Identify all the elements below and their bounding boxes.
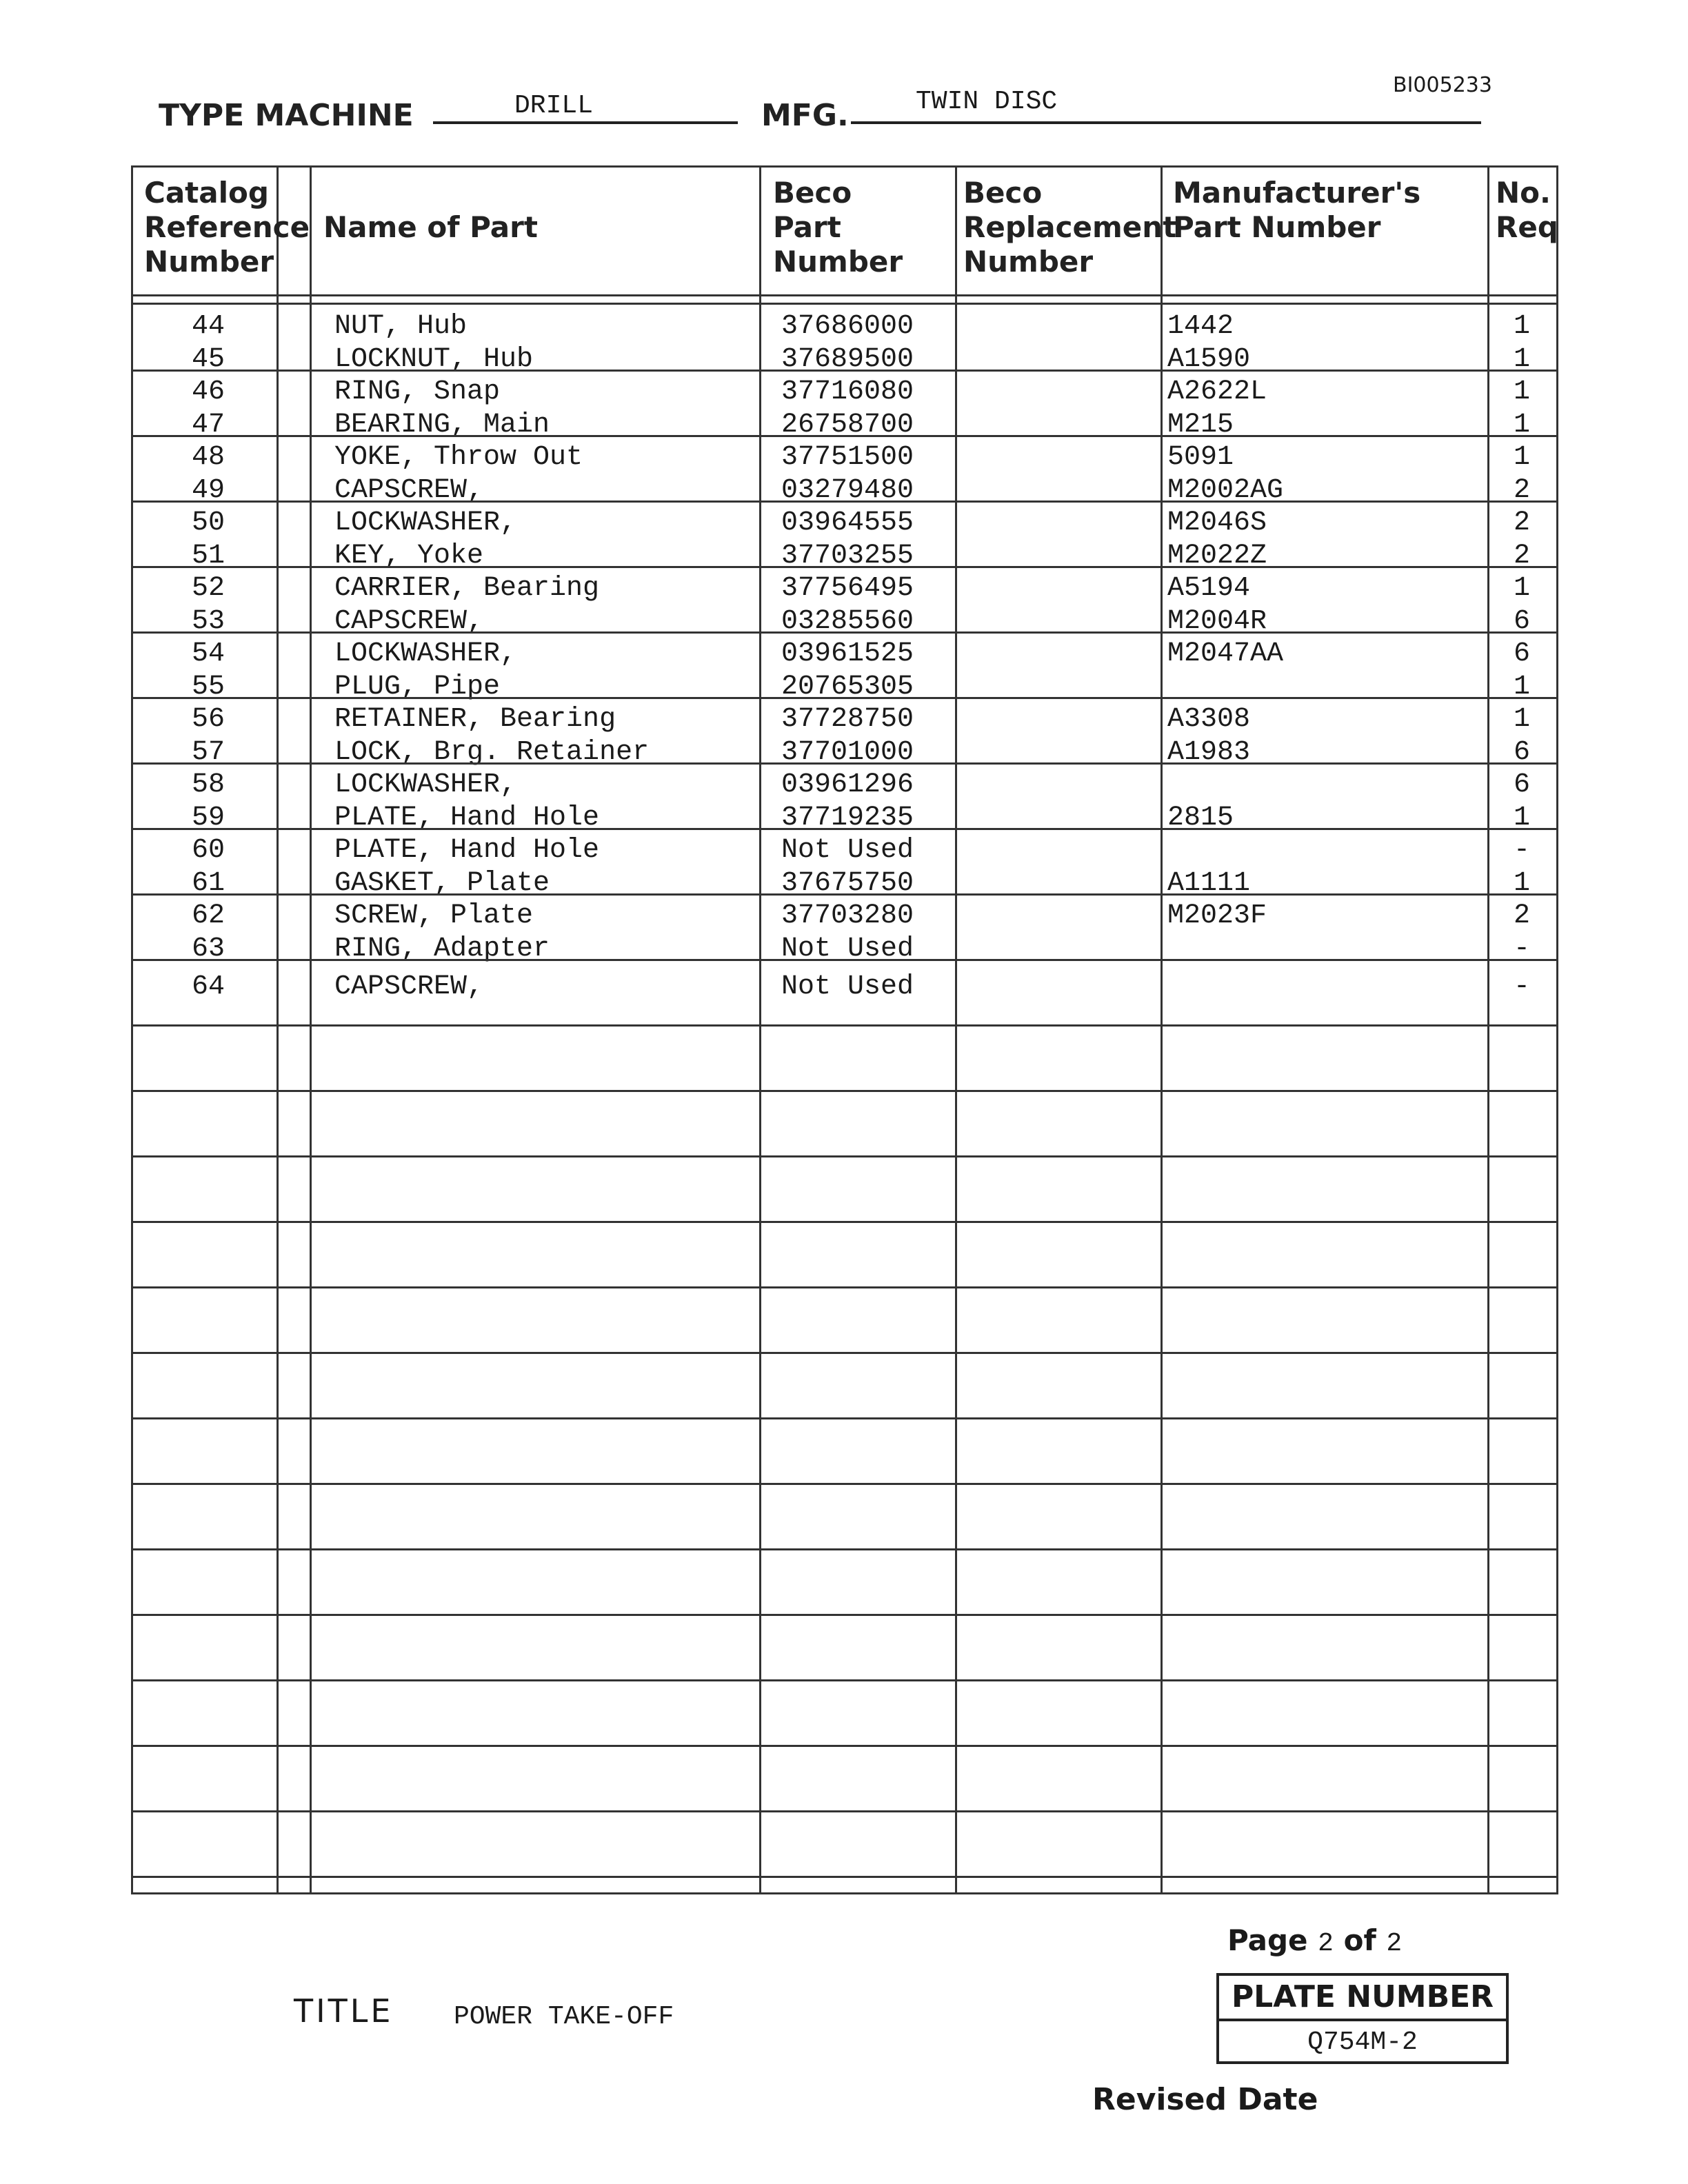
cell-mfr: A2622L xyxy=(1167,376,1267,407)
cell-ref: 48 xyxy=(191,442,225,473)
cell-name: LOCK, Brg. Retainer xyxy=(334,736,650,768)
row-divider xyxy=(133,1876,1556,1878)
row-divider xyxy=(133,1548,1556,1550)
cell-qty: 1 xyxy=(1513,704,1530,735)
cell-name: LOCKWASHER, xyxy=(334,769,517,800)
cell-name: SCREW, Plate xyxy=(334,900,534,931)
mfg-underline xyxy=(851,121,1481,124)
row-divider xyxy=(133,697,1556,699)
cell-qty: - xyxy=(1513,933,1530,964)
cell-qty: 6 xyxy=(1513,736,1530,768)
cell-qty: 6 xyxy=(1513,769,1530,800)
type-machine-underline xyxy=(433,121,738,124)
column-header-catalog-reference: Catalog Reference Number xyxy=(144,176,310,279)
header-rule xyxy=(133,294,1556,296)
mfg-label: MFG. xyxy=(761,98,849,133)
cell-name: LOCKWASHER, xyxy=(334,507,517,538)
row-divider xyxy=(133,1614,1556,1616)
column-divider xyxy=(955,168,957,1892)
cell-ref: 53 xyxy=(191,605,225,637)
cell-mfr: M2046S xyxy=(1167,507,1267,538)
cell-qty: 2 xyxy=(1513,900,1530,931)
title-value: POWER TAKE-OFF xyxy=(454,2002,674,2032)
cell-mfr: M2004R xyxy=(1167,605,1267,637)
cell-mfr: A1983 xyxy=(1167,736,1251,768)
cell-mfr: A3308 xyxy=(1167,704,1251,735)
title-label: TITLE xyxy=(294,1992,394,2030)
cell-ref: 64 xyxy=(191,971,225,1002)
row-divider xyxy=(133,370,1556,372)
cell-beco: 37728750 xyxy=(781,704,914,735)
row-divider xyxy=(133,1286,1556,1288)
cell-ref: 59 xyxy=(191,802,225,833)
cell-beco: 37719235 xyxy=(781,802,914,833)
cell-beco: Not Used xyxy=(781,933,914,964)
cell-name: PLATE, Hand Hole xyxy=(334,835,600,866)
cell-mfr: M215 xyxy=(1167,409,1234,441)
header-rule xyxy=(133,303,1556,305)
cell-beco: 37703280 xyxy=(781,900,914,931)
page-current: 2 xyxy=(1318,1929,1334,1959)
cell-beco: 37751500 xyxy=(781,442,914,473)
row-divider xyxy=(133,893,1556,896)
column-divider xyxy=(277,168,279,1892)
cell-beco: 37701000 xyxy=(781,736,914,768)
cell-qty: - xyxy=(1513,835,1530,866)
cell-ref: 49 xyxy=(191,474,225,506)
cell-ref: 58 xyxy=(191,769,225,800)
type-machine-value: DRILL xyxy=(514,91,594,121)
cell-beco: 20765305 xyxy=(781,671,914,702)
revised-date-label: Revised Date xyxy=(1092,2082,1318,2117)
page-of: of xyxy=(1343,1923,1376,1957)
column-divider xyxy=(310,168,312,1892)
cell-ref: 51 xyxy=(191,540,225,572)
cell-mfr: M2047AA xyxy=(1167,638,1284,669)
cell-mfr: A5194 xyxy=(1167,573,1251,604)
cell-qty: 1 xyxy=(1513,409,1530,441)
row-divider xyxy=(133,1024,1556,1027)
cell-name: YOKE, Throw Out xyxy=(334,442,583,473)
row-divider xyxy=(133,435,1556,437)
cell-qty: 1 xyxy=(1513,376,1530,407)
cell-beco: 03961525 xyxy=(781,638,914,669)
cell-beco: 03285560 xyxy=(781,605,914,637)
column-header-number-required: No. Req xyxy=(1496,176,1558,244)
cell-ref: 50 xyxy=(191,507,225,538)
row-divider xyxy=(133,1483,1556,1485)
row-divider xyxy=(133,1745,1556,1747)
row-divider xyxy=(133,762,1556,765)
mfg-value: TWIN DISC xyxy=(916,87,1058,117)
cell-beco: 37689500 xyxy=(781,343,914,375)
type-machine-label: TYPE MACHINE xyxy=(159,98,414,133)
cell-qty: 2 xyxy=(1513,474,1530,506)
row-divider xyxy=(133,1155,1556,1157)
cell-ref: 45 xyxy=(191,343,225,375)
cell-qty: 6 xyxy=(1513,605,1530,637)
cell-mfr: 2815 xyxy=(1167,802,1234,833)
cell-name: RETAINER, Bearing xyxy=(334,704,616,735)
cell-name: PLATE, Hand Hole xyxy=(334,802,600,833)
cell-ref: 55 xyxy=(191,671,225,702)
cell-ref: 62 xyxy=(191,900,225,931)
cell-name: GASKET, Plate xyxy=(334,867,550,899)
cell-ref: 61 xyxy=(191,867,225,899)
cell-qty: 6 xyxy=(1513,638,1530,669)
page-label: Page xyxy=(1227,1923,1308,1957)
cell-qty: 1 xyxy=(1513,442,1530,473)
cell-name: PLUG, Pipe xyxy=(334,671,501,702)
cell-ref: 57 xyxy=(191,736,225,768)
cell-beco: 03964555 xyxy=(781,507,914,538)
cell-beco: Not Used xyxy=(781,835,914,866)
cell-qty: 1 xyxy=(1513,311,1530,342)
cell-mfr: M2002AG xyxy=(1167,474,1284,506)
cell-ref: 56 xyxy=(191,704,225,735)
row-divider xyxy=(133,959,1556,961)
column-divider xyxy=(1487,168,1489,1892)
cell-beco: 37716080 xyxy=(781,376,914,407)
cell-name: CAPSCREW, xyxy=(334,971,484,1002)
cell-name: RING, Adapter xyxy=(334,933,550,964)
plate-number-value: Q754M-2 xyxy=(1307,2028,1418,2057)
cell-name: CARRIER, Bearing xyxy=(334,573,600,604)
cell-beco: 03961296 xyxy=(781,769,914,800)
cell-mfr: A1111 xyxy=(1167,867,1251,899)
column-header-manufacturer-part-number: Manufacturer's Part Number xyxy=(1173,176,1421,244)
cell-beco: 03279480 xyxy=(781,474,914,506)
cell-beco: 37756495 xyxy=(781,573,914,604)
cell-ref: 44 xyxy=(191,311,225,342)
cell-name: BEARING, Main xyxy=(334,409,550,441)
cell-beco: 26758700 xyxy=(781,409,914,441)
page-indicator xyxy=(1227,1923,1402,1959)
cell-ref: 60 xyxy=(191,835,225,866)
row-divider xyxy=(133,1221,1556,1223)
column-divider xyxy=(1160,168,1163,1892)
cell-ref: 63 xyxy=(191,933,225,964)
cell-qty: 1 xyxy=(1513,802,1530,833)
cell-name: RING, Snap xyxy=(334,376,501,407)
row-divider xyxy=(133,566,1556,568)
cell-qty: - xyxy=(1513,971,1530,1002)
document-id: BI005233 xyxy=(1393,73,1492,97)
page-total: 2 xyxy=(1386,1929,1403,1959)
column-header-name-of-part: Name of Part xyxy=(323,210,538,244)
cell-ref: 47 xyxy=(191,409,225,441)
cell-qty: 1 xyxy=(1513,343,1530,375)
row-divider xyxy=(133,631,1556,634)
row-divider xyxy=(133,1679,1556,1681)
cell-ref: 46 xyxy=(191,376,225,407)
cell-qty: 1 xyxy=(1513,671,1530,702)
cell-mfr: 5091 xyxy=(1167,442,1234,473)
cell-mfr: A1590 xyxy=(1167,343,1251,375)
plate-number-label: PLATE NUMBER xyxy=(1219,1976,1506,2021)
cell-beco: 37675750 xyxy=(781,867,914,899)
row-divider xyxy=(133,1810,1556,1812)
cell-name: LOCKNUT, Hub xyxy=(334,343,534,375)
cell-mfr: M2022Z xyxy=(1167,540,1267,572)
column-header-beco-replacement-number: Beco Replacement Number xyxy=(963,176,1177,279)
row-divider xyxy=(133,1090,1556,1092)
cell-mfr: M2023F xyxy=(1167,900,1267,931)
column-divider xyxy=(759,168,761,1892)
row-divider xyxy=(133,1417,1556,1419)
cell-ref: 52 xyxy=(191,573,225,604)
cell-qty: 2 xyxy=(1513,507,1530,538)
cell-qty: 1 xyxy=(1513,867,1530,899)
cell-qty: 2 xyxy=(1513,540,1530,572)
cell-name: LOCKWASHER, xyxy=(334,638,517,669)
cell-name: KEY, Yoke xyxy=(334,540,484,572)
plate-number-box xyxy=(1216,1973,1509,2064)
cell-beco: Not Used xyxy=(781,971,914,1002)
cell-name: CAPSCREW, xyxy=(334,474,484,506)
cell-beco: 37686000 xyxy=(781,311,914,342)
cell-ref: 54 xyxy=(191,638,225,669)
cell-beco: 37703255 xyxy=(781,540,914,572)
row-divider xyxy=(133,1352,1556,1354)
cell-mfr: 1442 xyxy=(1167,311,1234,342)
row-divider xyxy=(133,828,1556,830)
row-divider xyxy=(133,501,1556,503)
column-header-beco-part-number: Beco Part Number xyxy=(773,176,903,279)
cell-name: CAPSCREW, xyxy=(334,605,484,637)
cell-name: NUT, Hub xyxy=(334,311,468,342)
cell-qty: 1 xyxy=(1513,573,1530,604)
parts-table xyxy=(131,165,1558,1894)
